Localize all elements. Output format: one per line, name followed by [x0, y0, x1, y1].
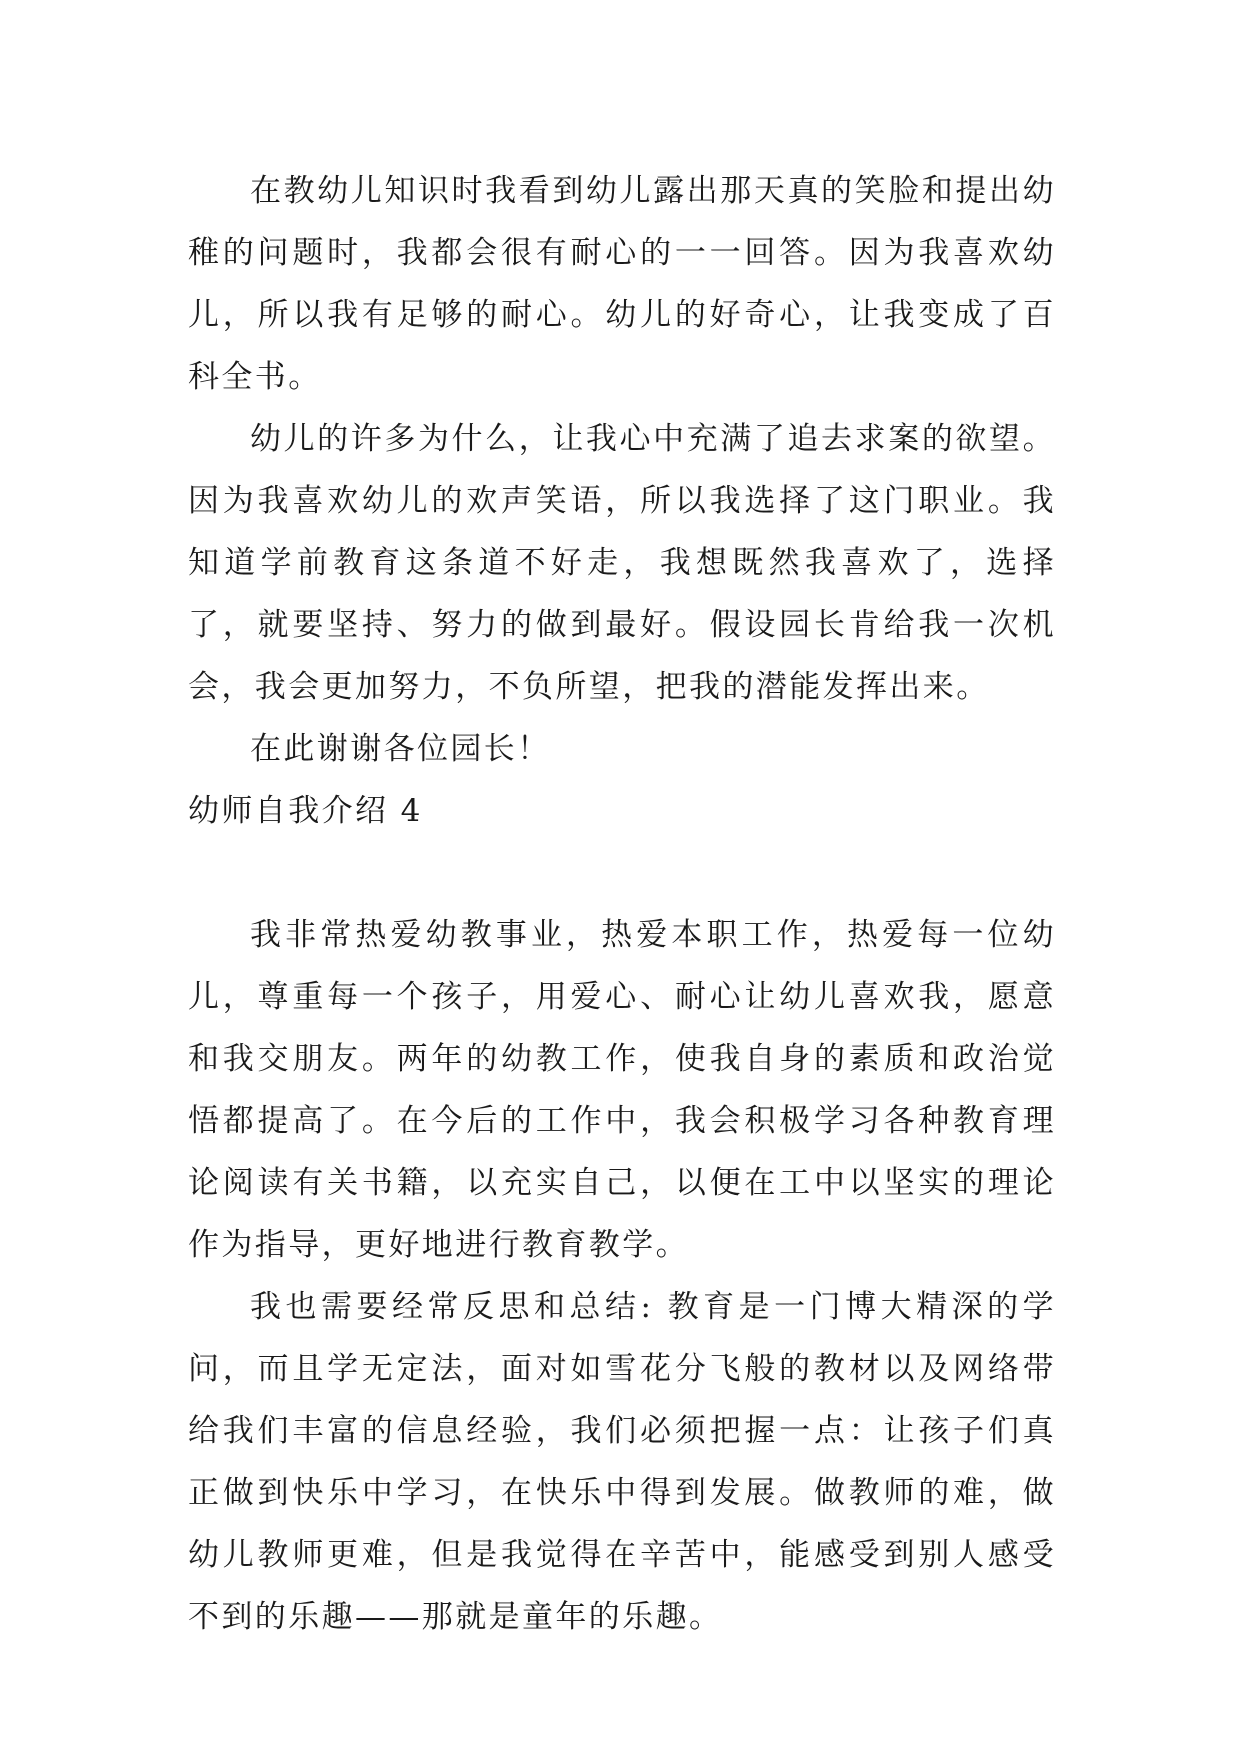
paragraph-career-choice: 幼儿的许多为什么，让我心中充满了追去求案的欲望。因为我喜欢幼儿的欢声笑语，所以我选择了这门职业。我知道学前教育这条道不好走，我想既然我喜欢了，选择了，就要坚持、努力的做到最好。假设园长肯给我一次机会，我会更加努力，不负所望，把我的潜能发挥出来。	[188, 421, 1056, 705]
section-title: 幼师自我介绍 4	[188, 793, 423, 829]
paragraph-love-of-teaching: 我非常热爱幼教事业，热爱本职工作，热爱每一位幼儿，尊重每一个孩子，用爱心、耐心让幼儿喜欢我，愿意和我交朋友。两年的幼教工作，使我自身的素质和政治觉悟都提高了。在今后的工作中，我会积极学习各种教育理论阅读有关书籍，以充实自己，以便在工中以坚实的理论作为指导，更好地进行教育教学。	[188, 917, 1056, 1263]
blank-line	[188, 842, 1056, 904]
paragraph-thanks: 在此谢谢各位园长！	[250, 731, 551, 767]
document-page	[188, 160, 1056, 1648]
paragraph-reflection: 我也需要经常反思和总结: 教育是一门博大精深的学问，而且学无定法，面对如雪花分飞般的教材以及网络带给我们丰富的信息经验，我们必须把握一点：让孩子们真正做到快乐中学习，在快乐中得到发展。做教师的难，做幼儿教师更难，但是我觉得在辛苦中，能感受到别人感受不到的乐趣——那就是童年的乐趣。	[188, 1289, 1056, 1635]
paragraph-patience: 在教幼儿知识时我看到幼儿露出那天真的笑脸和提出幼稚的问题时，我都会很有耐心的一一回答。因为我喜欢幼儿，所以我有足够的耐心。幼儿的好奇心，让我变成了百科全书。	[188, 173, 1056, 395]
